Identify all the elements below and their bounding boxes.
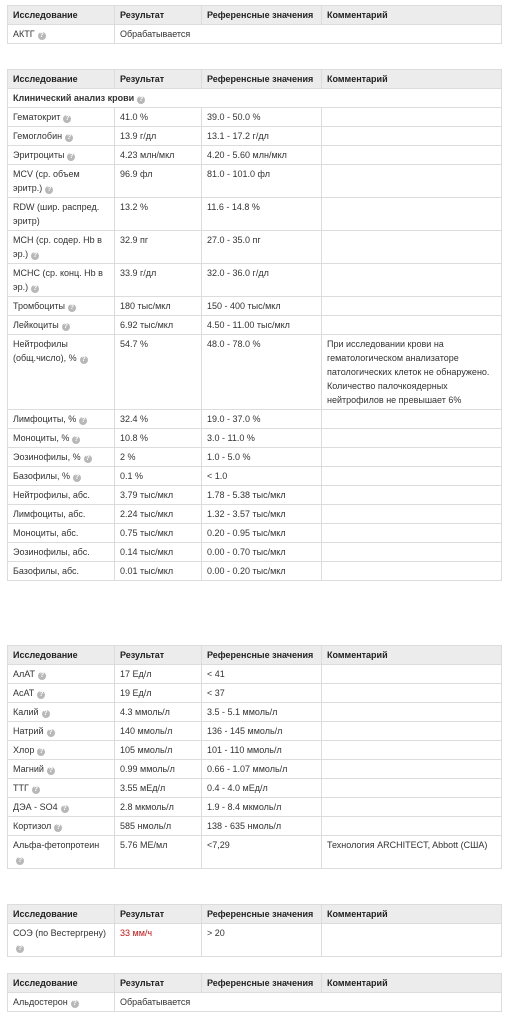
- test-name: Тромбоциты: [13, 301, 66, 311]
- help-icon[interactable]: ?: [39, 672, 45, 679]
- table-header-row: [8, 6, 502, 25]
- results-table: [7, 973, 502, 1012]
- result-cell: 41.0 %: [115, 108, 202, 127]
- comment-cell: [322, 146, 502, 165]
- comment-cell: [322, 722, 502, 741]
- result-cell: 0.99 ммоль/л: [115, 760, 202, 779]
- test-name-cell: [8, 108, 115, 127]
- table-row: [8, 231, 502, 264]
- test-name-cell: [8, 562, 115, 581]
- test-name-cell: [8, 524, 115, 543]
- help-icon[interactable]: ?: [17, 945, 23, 952]
- test-name-cell: [8, 924, 115, 957]
- help-icon[interactable]: ?: [74, 436, 79, 443]
- table-row: [8, 146, 502, 165]
- test-name-cell: [8, 779, 115, 798]
- table-row: [8, 127, 502, 146]
- result-cell: 2.8 мкмоль/л: [115, 798, 202, 817]
- reference-cell: 48.0 - 78.0 %: [202, 335, 322, 410]
- results-table: [7, 5, 502, 44]
- table-row: [8, 25, 502, 44]
- help-icon[interactable]: ?: [56, 824, 61, 831]
- result-cell: 105 ммоль/л: [115, 741, 202, 760]
- reference-cell: 1.32 - 3.57 тыс/мкл: [202, 505, 322, 524]
- reference-cell: 11.6 - 14.8 %: [202, 198, 322, 231]
- result-cell: 2 %: [115, 448, 202, 467]
- test-name: АсАТ: [13, 688, 35, 698]
- header-comment: Комментарий: [322, 905, 502, 924]
- help-icon[interactable]: ?: [72, 1000, 77, 1007]
- test-name-cell: [8, 741, 115, 760]
- header-reference: Референсные значения: [202, 6, 322, 25]
- help-icon[interactable]: ?: [69, 304, 75, 311]
- test-name: Лимфоциты, %: [13, 414, 77, 424]
- help-icon[interactable]: ?: [32, 285, 38, 292]
- help-icon[interactable]: ?: [74, 474, 80, 481]
- test-name: Нейтрофилы, абс.: [13, 490, 90, 500]
- test-name-cell: [8, 264, 115, 297]
- header-comment: Комментарий: [322, 6, 502, 25]
- reference-cell: 19.0 - 37.0 %: [202, 410, 322, 429]
- comment-cell: [322, 543, 502, 562]
- test-name: Магний: [13, 764, 44, 774]
- reference-cell: 4.20 - 5.60 млн/мкл: [202, 146, 322, 165]
- section-label: Клинический анализ крови: [13, 93, 135, 103]
- reference-cell: 1.0 - 5.0 %: [202, 448, 322, 467]
- result-cell: Обрабатывается: [115, 993, 502, 1012]
- comment-cell: [322, 127, 502, 146]
- help-icon[interactable]: ?: [66, 134, 72, 141]
- test-name-cell: [8, 486, 115, 505]
- test-name: Эозинофилы, %: [13, 452, 81, 462]
- comment-cell: [322, 316, 502, 335]
- table-row: [8, 524, 502, 543]
- test-name-cell: [8, 722, 115, 741]
- test-name: MCHC (ср. конц. Hb в эр.): [13, 268, 103, 292]
- test-name-cell: [8, 836, 115, 869]
- comment-cell: [322, 448, 502, 467]
- help-icon[interactable]: ?: [39, 32, 44, 39]
- table-row: [8, 467, 502, 486]
- test-name-cell: [8, 429, 115, 448]
- test-name: АКТГ: [13, 29, 35, 39]
- result-cell: 6.92 тыс/мкл: [115, 316, 202, 335]
- header-reference: Референсные значения: [202, 646, 322, 665]
- test-name: Гематокрит: [13, 112, 61, 122]
- result-cell: 5.76 МЕ/мл: [115, 836, 202, 869]
- section-row: [8, 89, 502, 108]
- comment-cell: [322, 798, 502, 817]
- test-name-cell: [8, 760, 115, 779]
- comment-cell: При исследовании крови на гематологическом анализаторе патологических клеток не обнаружено. Количество палочкоядерных нейтрофилов не превышает 6%: [322, 335, 502, 410]
- result-cell: 13.9 г/дл: [115, 127, 202, 146]
- header-reference: Референсные значения: [202, 70, 322, 89]
- header-result: Результат: [115, 646, 202, 665]
- reference-cell: < 1.0: [202, 467, 322, 486]
- reference-cell: <7,29: [202, 836, 322, 869]
- help-icon[interactable]: ?: [39, 748, 44, 755]
- reference-cell: 3.0 - 11.0 %: [202, 429, 322, 448]
- comment-cell: [322, 741, 502, 760]
- results-table: [7, 645, 502, 869]
- result-cell: 2.24 тыс/мкл: [115, 505, 202, 524]
- result-cell: 19 Ед/л: [115, 684, 202, 703]
- comment-cell: [322, 524, 502, 543]
- test-name-cell: [8, 146, 115, 165]
- help-icon[interactable]: ?: [69, 153, 74, 160]
- table-row: [8, 264, 502, 297]
- reference-cell: 0.20 - 0.95 тыс/мкл: [202, 524, 322, 543]
- test-name: ТТГ: [13, 783, 29, 793]
- reference-cell: 0.66 - 1.07 ммоль/л: [202, 760, 322, 779]
- help-icon[interactable]: ?: [81, 356, 86, 363]
- table-row: [8, 562, 502, 581]
- test-name: Моноциты, абс.: [13, 528, 79, 538]
- result-cell: 33 мм/ч: [115, 924, 202, 957]
- comment-cell: [322, 264, 502, 297]
- table-header-row: [8, 70, 502, 89]
- result-cell: 140 ммоль/л: [115, 722, 202, 741]
- result-cell: 585 нмоль/л: [115, 817, 202, 836]
- comment-cell: [322, 429, 502, 448]
- result-cell: 13.2 %: [115, 198, 202, 231]
- result-cell: 0.14 тыс/мкл: [115, 543, 202, 562]
- reference-cell: 13.1 - 17.2 г/дл: [202, 127, 322, 146]
- test-name: RDW (шир. распред. эритр): [13, 202, 100, 226]
- reference-cell: 101 - 110 ммоль/л: [202, 741, 322, 760]
- table-row: [8, 760, 502, 779]
- help-icon[interactable]: ?: [33, 786, 39, 793]
- result-cell: 54.7 %: [115, 335, 202, 410]
- table-row: [8, 165, 502, 198]
- table-row: [8, 665, 502, 684]
- test-name-cell: [8, 448, 115, 467]
- comment-cell: [322, 505, 502, 524]
- comment-cell: [322, 467, 502, 486]
- reference-cell: 3.5 - 5.1 ммоль/л: [202, 703, 322, 722]
- comment-cell: [322, 165, 502, 198]
- result-cell: 0.1 %: [115, 467, 202, 486]
- help-icon[interactable]: ?: [17, 857, 23, 864]
- help-icon[interactable]: ?: [139, 96, 144, 103]
- test-name-cell: [8, 665, 115, 684]
- header-comment: Комментарий: [322, 974, 502, 993]
- result-cell: 3.55 мЕд/л: [115, 779, 202, 798]
- table-header-row: [8, 905, 502, 924]
- header-result: Результат: [115, 974, 202, 993]
- reference-cell: 1.78 - 5.38 тыс/мкл: [202, 486, 322, 505]
- reference-cell: 27.0 - 35.0 пг: [202, 231, 322, 264]
- table-row: [8, 836, 502, 869]
- table-header-row: [8, 974, 502, 993]
- header-test: Исследование: [8, 646, 115, 665]
- table-row: [8, 543, 502, 562]
- table-row: [8, 798, 502, 817]
- comment-cell: [322, 684, 502, 703]
- help-icon[interactable]: ?: [85, 455, 90, 462]
- table-row: [8, 505, 502, 524]
- result-cell: 0.75 тыс/мкл: [115, 524, 202, 543]
- result-cell: 32.9 пг: [115, 231, 202, 264]
- test-name-cell: [8, 165, 115, 198]
- test-name-cell: [8, 127, 115, 146]
- reference-cell: 0.4 - 4.0 мЕд/л: [202, 779, 322, 798]
- result-cell: 96.9 фл: [115, 165, 202, 198]
- help-icon[interactable]: ?: [47, 186, 52, 193]
- help-icon[interactable]: ?: [81, 417, 86, 424]
- test-name-cell: [8, 410, 115, 429]
- reference-cell: 32.0 - 36.0 г/дл: [202, 264, 322, 297]
- comment-cell: Технология ARCHITECT, Abbott (США): [322, 836, 502, 869]
- table-row: [8, 924, 502, 957]
- reference-cell: 0.00 - 0.20 тыс/мкл: [202, 562, 322, 581]
- table-row: [8, 993, 502, 1012]
- result-cell: 3.79 тыс/мкл: [115, 486, 202, 505]
- result-cell: 32.4 %: [115, 410, 202, 429]
- result-cell: 33.9 г/дл: [115, 264, 202, 297]
- comment-cell: [322, 198, 502, 231]
- header-test: Исследование: [8, 6, 115, 25]
- reference-cell: < 37: [202, 684, 322, 703]
- header-result: Результат: [115, 70, 202, 89]
- table-row: [8, 741, 502, 760]
- header-result: Результат: [115, 905, 202, 924]
- test-name-cell: [8, 505, 115, 524]
- comment-cell: [322, 562, 502, 581]
- test-name: Базофилы, абс.: [13, 566, 80, 576]
- test-name-cell: [8, 297, 115, 316]
- header-test: Исследование: [8, 905, 115, 924]
- table-row: [8, 316, 502, 335]
- test-name: СОЭ (по Вестергрену): [13, 928, 106, 938]
- result-cell: 0.01 тыс/мкл: [115, 562, 202, 581]
- test-name: Хлор: [13, 745, 35, 755]
- help-icon[interactable]: ?: [32, 252, 38, 259]
- reference-cell: 150 - 400 тыс/мкл: [202, 297, 322, 316]
- results-table: [7, 904, 502, 957]
- test-name: Моноциты, %: [13, 433, 70, 443]
- reference-cell: > 20: [202, 924, 322, 957]
- reference-cell: 0.00 - 0.70 тыс/мкл: [202, 543, 322, 562]
- table-row: [8, 703, 502, 722]
- help-icon[interactable]: ?: [48, 729, 53, 736]
- comment-cell: [322, 665, 502, 684]
- test-name: MCH (ср. содер. Hb в эр.): [13, 235, 102, 259]
- reference-cell: 4.50 - 11.00 тыс/мкл: [202, 316, 322, 335]
- test-name-cell: [8, 993, 115, 1012]
- help-icon[interactable]: ?: [39, 691, 44, 698]
- test-name-cell: [8, 798, 115, 817]
- result-cell: 4.23 млн/мкл: [115, 146, 202, 165]
- test-name-cell: [8, 231, 115, 264]
- table-row: [8, 817, 502, 836]
- header-test: Исследование: [8, 974, 115, 993]
- test-name-cell: [8, 684, 115, 703]
- test-name: Гемоглобин: [13, 131, 63, 141]
- test-name-cell: [8, 25, 115, 44]
- comment-cell: [322, 108, 502, 127]
- table-row: [8, 722, 502, 741]
- test-name-cell: [8, 543, 115, 562]
- result-cell: 180 тыс/мкл: [115, 297, 202, 316]
- help-icon[interactable]: ?: [65, 115, 70, 122]
- help-icon[interactable]: ?: [43, 710, 48, 717]
- section-title: [8, 89, 502, 108]
- comment-cell: [322, 760, 502, 779]
- table-row: [8, 335, 502, 410]
- test-name: Альфа-фетопротеин: [13, 840, 100, 850]
- header-test: Исследование: [8, 70, 115, 89]
- test-name: Натрий: [13, 726, 44, 736]
- test-name: АлАТ: [13, 669, 36, 679]
- table-row: [8, 108, 502, 127]
- results-table: [7, 69, 502, 581]
- comment-cell: [322, 817, 502, 836]
- test-name: Кортизол: [13, 821, 52, 831]
- test-name: ДЭА - SO4: [13, 802, 58, 812]
- test-name: Лейкоциты: [13, 320, 59, 330]
- reference-cell: 136 - 145 ммоль/л: [202, 722, 322, 741]
- reference-cell: 81.0 - 101.0 фл: [202, 165, 322, 198]
- result-cell: 17 Ед/л: [115, 665, 202, 684]
- table-header-row: [8, 646, 502, 665]
- table-row: [8, 486, 502, 505]
- help-icon[interactable]: ?: [63, 323, 68, 330]
- comment-cell: [322, 924, 502, 957]
- comment-cell: [322, 410, 502, 429]
- table-row: [8, 198, 502, 231]
- header-reference: Референсные значения: [202, 974, 322, 993]
- reference-cell: 39.0 - 50.0 %: [202, 108, 322, 127]
- header-comment: Комментарий: [322, 70, 502, 89]
- test-name: Базофилы, %: [13, 471, 70, 481]
- test-name-cell: [8, 316, 115, 335]
- test-name-cell: [8, 703, 115, 722]
- reference-cell: 1.9 - 8.4 мкмоль/л: [202, 798, 322, 817]
- test-name-cell: [8, 198, 115, 231]
- help-icon[interactable]: ?: [48, 767, 54, 774]
- header-comment: Комментарий: [322, 646, 502, 665]
- header-result: Результат: [115, 6, 202, 25]
- comment-cell: [322, 231, 502, 264]
- table-row: [8, 779, 502, 798]
- comment-cell: [322, 297, 502, 316]
- help-icon[interactable]: ?: [62, 805, 67, 812]
- test-name: Эозинофилы, абс.: [13, 547, 90, 557]
- test-name: Альдостерон: [13, 997, 68, 1007]
- test-name-cell: [8, 817, 115, 836]
- table-row: [8, 429, 502, 448]
- test-name: Нейтрофилы (общ.число), %: [13, 339, 77, 363]
- header-reference: Референсные значения: [202, 905, 322, 924]
- table-row: [8, 684, 502, 703]
- comment-cell: [322, 779, 502, 798]
- test-name-cell: [8, 335, 115, 410]
- test-name-cell: [8, 467, 115, 486]
- result-cell: 4.3 ммоль/л: [115, 703, 202, 722]
- test-name: Лимфоциты, абс.: [13, 509, 86, 519]
- comment-cell: [322, 486, 502, 505]
- comment-cell: [322, 703, 502, 722]
- reference-cell: 138 - 635 нмоль/л: [202, 817, 322, 836]
- table-row: [8, 448, 502, 467]
- reference-cell: < 41: [202, 665, 322, 684]
- test-name: MCV (ср. объем эритр.): [13, 169, 80, 193]
- test-name: Эритроциты: [13, 150, 65, 160]
- table-row: [8, 410, 502, 429]
- table-row: [8, 297, 502, 316]
- result-cell: Обрабатывается: [115, 25, 502, 44]
- test-name: Калий: [13, 707, 39, 717]
- result-cell: 10.8 %: [115, 429, 202, 448]
